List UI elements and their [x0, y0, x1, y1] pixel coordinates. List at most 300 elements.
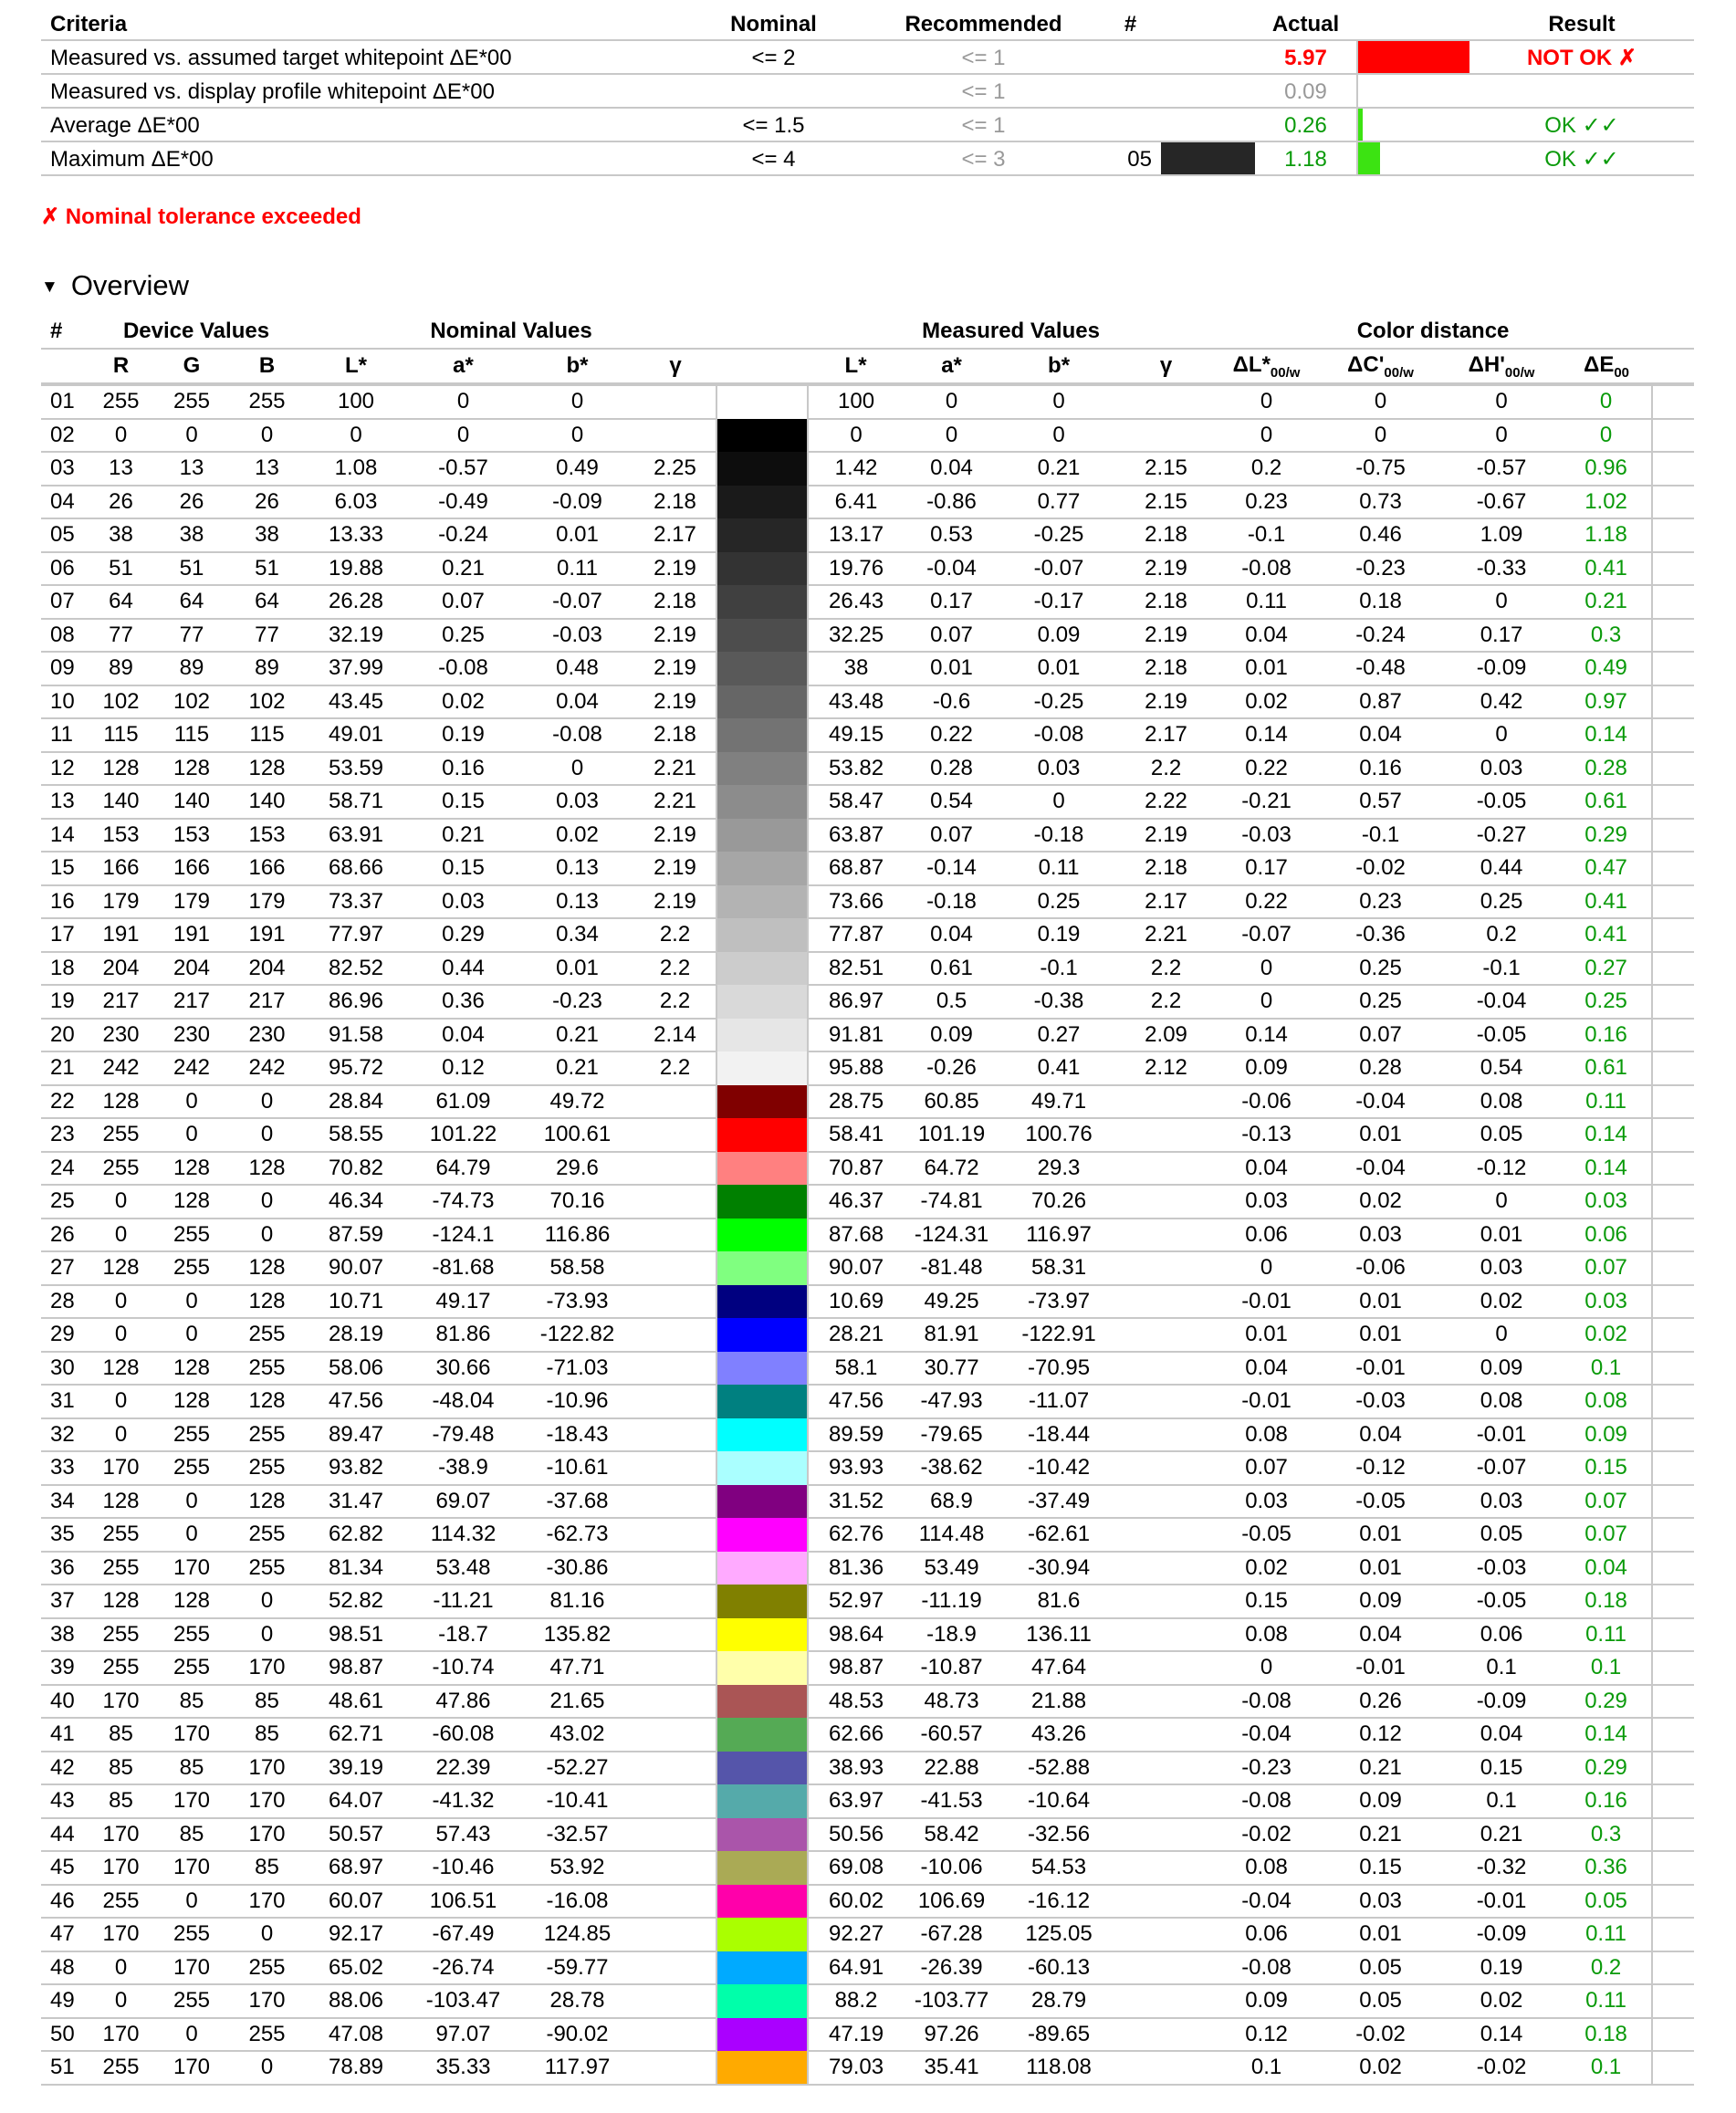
measured-a: 64.72 — [904, 1152, 999, 1186]
device-r: 255 — [87, 1518, 155, 1552]
nominal-l: 49.01 — [306, 718, 406, 752]
delta-e: 0.02 — [1561, 1318, 1652, 1352]
delta-e-bar — [1653, 1386, 1655, 1417]
measured-a: 35.41 — [904, 2051, 999, 2085]
measured-a: 0 — [904, 419, 999, 453]
device-r: 170 — [87, 1451, 155, 1485]
nominal-a: 101.22 — [406, 1118, 520, 1152]
measured-gamma: 2.2 — [1118, 752, 1214, 786]
measured-b: 125.05 — [999, 1918, 1118, 1951]
delta-l: 0.14 — [1214, 718, 1319, 752]
device-g: 0 — [155, 1318, 228, 1352]
delta-h: 0.54 — [1442, 1051, 1561, 1085]
measured-l: 58.41 — [808, 1118, 904, 1152]
measured-b: 81.6 — [999, 1585, 1118, 1618]
nominal-gamma: 2.2 — [634, 918, 716, 952]
delta-e-bar-cell — [1652, 1485, 1694, 1519]
patch-swatch — [716, 1984, 808, 2018]
delta-e-bar — [1653, 620, 1658, 652]
delta-e-bar-cell — [1652, 1851, 1694, 1885]
device-b: 191 — [228, 918, 306, 952]
delta-c: -0.01 — [1319, 1352, 1442, 1386]
delta-e-bar — [1653, 1020, 1656, 1051]
device-g: 115 — [155, 718, 228, 752]
delta-l: 0.08 — [1214, 1418, 1319, 1452]
device-r: 26 — [87, 486, 155, 519]
patch-row — [41, 2018, 1694, 2052]
device-r: 38 — [87, 518, 155, 552]
patch-row — [41, 1385, 1694, 1418]
nominal-gamma: 2.14 — [634, 1019, 716, 1052]
nominal-b: 0.49 — [520, 452, 634, 486]
delta-c: -0.03 — [1319, 1385, 1442, 1418]
measured-a: 0.04 — [904, 918, 999, 952]
delta-l: -0.21 — [1214, 785, 1319, 819]
delta-e: 1.02 — [1561, 486, 1652, 519]
nominal-gamma — [634, 419, 716, 453]
device-g: 179 — [155, 885, 228, 919]
measured-l: 73.66 — [808, 885, 904, 919]
measured-a: -0.86 — [904, 486, 999, 519]
nominal-a: 0.07 — [406, 585, 520, 619]
delta-c: 0.04 — [1319, 718, 1442, 752]
nominal-l: 78.89 — [306, 2051, 406, 2085]
nominal-b: -90.02 — [520, 2018, 634, 2052]
measured-gamma: 2.15 — [1118, 452, 1214, 486]
delta-l: 0.17 — [1214, 852, 1319, 885]
actual-col-header: Actual — [1255, 7, 1356, 41]
measured-b-header: b* — [999, 349, 1118, 384]
delta-h: 0 — [1442, 419, 1561, 453]
delta-e-bar — [1653, 1819, 1658, 1851]
delta-h: -0.09 — [1442, 1918, 1561, 1951]
nominal-gamma — [634, 1818, 716, 1852]
device-g: 204 — [155, 952, 228, 986]
patch-swatch — [716, 952, 808, 986]
device-b: 255 — [228, 384, 306, 419]
nominal-l: 48.61 — [306, 1685, 406, 1719]
device-g: 217 — [155, 985, 228, 1019]
nominal-value: <= 4 — [680, 142, 867, 176]
nominal-gamma: 2.19 — [634, 652, 716, 685]
delta-c: -0.23 — [1319, 552, 1442, 586]
nominal-gamma: 2.17 — [634, 518, 716, 552]
patch-swatch — [716, 1784, 808, 1818]
delta-e: 0.36 — [1561, 1851, 1652, 1885]
delta-e-bar — [1653, 986, 1658, 1018]
measured-gamma — [1118, 1618, 1214, 1652]
measured-gamma — [1118, 2018, 1214, 2052]
delta-l: 0.02 — [1214, 1552, 1319, 1585]
device-values-group-header: Device Values — [87, 315, 306, 349]
delta-h: 0.01 — [1442, 1219, 1561, 1252]
nominal-a: -38.9 — [406, 1451, 520, 1485]
swatch-group-spacer — [716, 315, 808, 349]
actual-value: 0.26 — [1255, 109, 1356, 142]
nominal-b: -122.82 — [520, 1318, 634, 1352]
measured-a: -10.06 — [904, 1851, 999, 1885]
delta-c: -0.24 — [1319, 619, 1442, 653]
patch-swatch — [716, 1885, 808, 1919]
delta-e-bar-cell — [1652, 1685, 1694, 1719]
nominal-l: 31.47 — [306, 1485, 406, 1519]
device-b: 0 — [228, 2051, 306, 2085]
nominal-a: 0.19 — [406, 718, 520, 752]
delta-c: 0.46 — [1319, 518, 1442, 552]
delta-c: -0.06 — [1319, 1251, 1442, 1285]
device-g: 170 — [155, 1951, 228, 1985]
measured-a: 81.91 — [904, 1318, 999, 1352]
patch-swatch — [716, 452, 808, 486]
nominal-l: 77.97 — [306, 918, 406, 952]
delta-c: -0.75 — [1319, 452, 1442, 486]
delta-h: -0.57 — [1442, 452, 1561, 486]
patch-row — [41, 1651, 1694, 1685]
nominal-b: -0.07 — [520, 585, 634, 619]
patch-swatch — [716, 1585, 808, 1618]
nominal-gamma — [634, 1784, 716, 1818]
patch-row — [41, 1152, 1694, 1186]
delta-e-bar — [1653, 453, 1671, 485]
measured-l: 19.76 — [808, 552, 904, 586]
nominal-b: 0 — [520, 419, 634, 453]
delta-h: 0.1 — [1442, 1784, 1561, 1818]
measured-b: 0 — [999, 419, 1118, 453]
nominal-a: 30.66 — [406, 1352, 520, 1386]
device-r-header: R — [87, 349, 155, 384]
measured-l: 1.42 — [808, 452, 904, 486]
measured-l: 62.76 — [808, 1518, 904, 1552]
device-g: 13 — [155, 452, 228, 486]
nominal-gamma — [634, 1352, 716, 1386]
device-r: 179 — [87, 885, 155, 919]
measured-b: 0 — [999, 384, 1118, 419]
delta-e: 0.49 — [1561, 652, 1652, 685]
delta-e-bar-cell — [1652, 918, 1694, 952]
patch-number: 24 — [41, 1152, 87, 1186]
nominal-l: 68.66 — [306, 852, 406, 885]
measured-l: 48.53 — [808, 1685, 904, 1719]
patch-swatch — [716, 2051, 808, 2085]
patch-swatch — [716, 1685, 808, 1719]
device-g: 0 — [155, 1118, 228, 1152]
measured-l: 49.15 — [808, 718, 904, 752]
nominal-value — [680, 75, 867, 109]
delta-l: -0.01 — [1214, 1385, 1319, 1418]
patch-number: 45 — [41, 1851, 87, 1885]
patch-swatch — [716, 518, 808, 552]
measured-b: -122.91 — [999, 1318, 1118, 1352]
delta-e-bar-cell — [1652, 419, 1694, 453]
patch-swatch — [716, 1118, 808, 1152]
measured-b: 0.25 — [999, 885, 1118, 919]
measured-l: 47.19 — [808, 2018, 904, 2052]
delta-l: 0.01 — [1214, 652, 1319, 685]
patch-number: 39 — [41, 1651, 87, 1685]
measured-a: 48.73 — [904, 1685, 999, 1719]
nominal-b: 0 — [520, 752, 634, 786]
measured-gamma — [1118, 1085, 1214, 1119]
delta-c: 0.05 — [1319, 1951, 1442, 1985]
nominal-b: 0 — [520, 384, 634, 419]
measured-l: 38.93 — [808, 1752, 904, 1785]
device-r: 13 — [87, 452, 155, 486]
delta-l: -0.01 — [1214, 1285, 1319, 1319]
nominal-gamma — [634, 2051, 716, 2085]
device-g: 140 — [155, 785, 228, 819]
device-r: 0 — [87, 1219, 155, 1252]
measured-a: 0 — [904, 384, 999, 419]
measured-a: 0.28 — [904, 752, 999, 786]
recommended-col-header: Recommended — [867, 7, 1100, 41]
patch-swatch — [716, 1552, 808, 1585]
patch-number: 31 — [41, 1385, 87, 1418]
patch-swatch — [716, 652, 808, 685]
delta-l: 0 — [1214, 1651, 1319, 1685]
measured-gamma — [1118, 1451, 1214, 1485]
nominal-gamma — [634, 1219, 716, 1252]
patch-row — [41, 1918, 1694, 1951]
nominal-a: 106.51 — [406, 1885, 520, 1919]
delta-l: -0.08 — [1214, 552, 1319, 586]
patch-swatch — [716, 619, 808, 653]
measured-l-header: L* — [808, 349, 904, 384]
device-r: 85 — [87, 1784, 155, 1818]
patch-number: 50 — [41, 2018, 87, 2052]
delta-e-bar-cell — [1652, 452, 1694, 486]
nominal-gamma: 2.25 — [634, 452, 716, 486]
nominal-gamma — [634, 1752, 716, 1785]
device-g: 0 — [155, 1485, 228, 1519]
patch-row — [41, 785, 1694, 819]
delta-l: -0.13 — [1214, 1118, 1319, 1152]
measured-b: -0.07 — [999, 552, 1118, 586]
criteria-label: Maximum ΔE*00 — [41, 142, 680, 176]
measured-l: 13.17 — [808, 518, 904, 552]
device-r: 255 — [87, 1618, 155, 1652]
nominal-l: 28.19 — [306, 1318, 406, 1352]
measured-b: -73.97 — [999, 1285, 1118, 1319]
delta-h: -0.05 — [1442, 1585, 1561, 1618]
delta-e-bar-cell — [1652, 1219, 1694, 1252]
nominal-b: 124.85 — [520, 1918, 634, 1951]
device-b: 0 — [228, 1185, 306, 1219]
nominal-a-header: a* — [406, 349, 520, 384]
delta-c: 0.01 — [1319, 1918, 1442, 1951]
patch-swatch — [716, 1285, 808, 1319]
delta-e-bar — [1653, 786, 1665, 818]
delta-h: 0.14 — [1442, 2018, 1561, 2052]
nominal-a: -74.73 — [406, 1185, 520, 1219]
delta-e-bar-cell — [1652, 1085, 1694, 1119]
nominal-gamma — [634, 384, 716, 419]
device-r: 0 — [87, 419, 155, 453]
device-b: 64 — [228, 585, 306, 619]
measured-a: 68.9 — [904, 1485, 999, 1519]
delta-h: -0.32 — [1442, 1851, 1561, 1885]
delta-h: 0.44 — [1442, 852, 1561, 885]
patch-row — [41, 1951, 1694, 1985]
patch-row — [41, 685, 1694, 719]
delta-e-bar-cell — [1652, 1951, 1694, 1985]
device-b: 115 — [228, 718, 306, 752]
patch-swatch — [716, 552, 808, 586]
patch-number: 17 — [41, 918, 87, 952]
measured-l: 28.75 — [808, 1085, 904, 1119]
measured-b: -0.25 — [999, 685, 1118, 719]
delta-c: 0.21 — [1319, 1818, 1442, 1852]
delta-c: 0.05 — [1319, 1984, 1442, 2018]
patch-number: 23 — [41, 1118, 87, 1152]
delta-c: 0.15 — [1319, 1851, 1442, 1885]
delta-c: 0.09 — [1319, 1585, 1442, 1618]
measured-gamma — [1118, 2051, 1214, 2085]
patch-number: 35 — [41, 1518, 87, 1552]
device-b: 128 — [228, 1152, 306, 1186]
delta-e: 0.14 — [1561, 1118, 1652, 1152]
delta-h: 0.17 — [1442, 619, 1561, 653]
measured-a: 0.5 — [904, 985, 999, 1019]
delta-e: 0.3 — [1561, 1818, 1652, 1852]
delta-c: 0.26 — [1319, 1685, 1442, 1719]
measured-b: 0 — [999, 785, 1118, 819]
measured-l: 100 — [808, 384, 904, 419]
measured-l: 62.66 — [808, 1718, 904, 1752]
measured-a: 0.17 — [904, 585, 999, 619]
measured-gamma: 2.12 — [1118, 1051, 1214, 1085]
delta-h: 0.09 — [1442, 1352, 1561, 1386]
device-b: 51 — [228, 552, 306, 586]
nominal-b: 21.65 — [520, 1685, 634, 1719]
nominal-l: 39.19 — [306, 1752, 406, 1785]
nominal-l: 73.37 — [306, 885, 406, 919]
patch-row — [41, 985, 1694, 1019]
patch-number: 25 — [41, 1185, 87, 1219]
nominal-gamma — [634, 1552, 716, 1585]
delta-e: 0.97 — [1561, 685, 1652, 719]
delta-c: -0.04 — [1319, 1152, 1442, 1186]
nominal-l: 19.88 — [306, 552, 406, 586]
nominal-l: 43.45 — [306, 685, 406, 719]
measured-l: 92.27 — [808, 1918, 904, 1951]
nominal-b: 0.11 — [520, 552, 634, 586]
delta-c: -0.02 — [1319, 2018, 1442, 2052]
measured-l: 63.87 — [808, 819, 904, 853]
measured-gamma — [1118, 1418, 1214, 1452]
patch-number: 13 — [41, 785, 87, 819]
delta-e: 0.25 — [1561, 985, 1652, 1019]
patch-row — [41, 1318, 1694, 1352]
delta-e: 0.21 — [1561, 585, 1652, 619]
nominal-a: 0.02 — [406, 685, 520, 719]
delta-e-bar — [1653, 586, 1657, 618]
delta-e-bar-cell — [1652, 384, 1694, 419]
delta-h: 0.08 — [1442, 1085, 1561, 1119]
device-r: 255 — [87, 1651, 155, 1685]
delta-c: 0.02 — [1319, 1185, 1442, 1219]
patch-ref-swatch — [1161, 41, 1255, 75]
measured-l: 64.91 — [808, 1951, 904, 1985]
patch-swatch — [716, 1818, 808, 1852]
nominal-l: 47.08 — [306, 2018, 406, 2052]
nominal-gamma: 2.19 — [634, 885, 716, 919]
device-b: 128 — [228, 1485, 306, 1519]
delta-c: 0.25 — [1319, 952, 1442, 986]
measured-b: 47.64 — [999, 1651, 1118, 1685]
delta-e: 0.29 — [1561, 1685, 1652, 1719]
measured-b: 116.97 — [999, 1219, 1118, 1252]
delta-l: -0.02 — [1214, 1818, 1319, 1852]
result-bar — [1358, 109, 1363, 141]
device-b: 170 — [228, 1885, 306, 1919]
nominal-gamma — [634, 1885, 716, 1919]
delta-l: 0.09 — [1214, 1051, 1319, 1085]
delta-c: -0.36 — [1319, 918, 1442, 952]
delta-e-bar — [1653, 1952, 1657, 1984]
nominal-gamma: 2.19 — [634, 619, 716, 653]
device-g: 128 — [155, 1152, 228, 1186]
measured-b: -0.18 — [999, 819, 1118, 853]
nominal-a: 0.12 — [406, 1051, 520, 1085]
device-r: 170 — [87, 2018, 155, 2052]
measured-a: -124.31 — [904, 1219, 999, 1252]
delta-e: 0.11 — [1561, 1984, 1652, 2018]
patch-row — [41, 1219, 1694, 1252]
collapse-triangle-icon[interactable]: ▼ — [41, 277, 58, 297]
delta-h: -0.01 — [1442, 1418, 1561, 1452]
measured-gamma: 2.18 — [1118, 652, 1214, 685]
delta-e-bar-cell — [1652, 1784, 1694, 1818]
delta-h: -0.09 — [1442, 1685, 1561, 1719]
delta-l: -0.08 — [1214, 1784, 1319, 1818]
patch-num-col-header: # — [1100, 7, 1161, 41]
delta-e: 0.41 — [1561, 918, 1652, 952]
device-b: 242 — [228, 1051, 306, 1085]
delta-l: 0.04 — [1214, 1152, 1319, 1186]
nominal-a: 0.21 — [406, 552, 520, 586]
patch-number: 06 — [41, 552, 87, 586]
patch-row — [41, 1618, 1694, 1652]
nominal-a: -81.68 — [406, 1251, 520, 1285]
nominal-b: 0.13 — [520, 852, 634, 885]
patch-row — [41, 1685, 1694, 1719]
patch-row — [41, 1784, 1694, 1818]
measured-b: -10.42 — [999, 1451, 1118, 1485]
delta-e-bar — [1653, 1219, 1654, 1251]
measured-b: -16.12 — [999, 1885, 1118, 1919]
delta-e-bar — [1653, 1419, 1655, 1451]
nominal-b: -18.43 — [520, 1418, 634, 1452]
delta-e-bar — [1653, 1186, 1654, 1218]
delta-h: 0.04 — [1442, 1718, 1561, 1752]
device-r: 170 — [87, 1685, 155, 1719]
nominal-l: 32.19 — [306, 619, 406, 653]
measured-b: 0.21 — [999, 452, 1118, 486]
nominal-b: 58.58 — [520, 1251, 634, 1285]
device-g: 128 — [155, 1352, 228, 1386]
measured-gamma — [1118, 1918, 1214, 1951]
patch-number: 43 — [41, 1784, 87, 1818]
delta-e-bar-cell — [1652, 2018, 1694, 2052]
nominal-gamma — [634, 1651, 716, 1685]
device-g: 0 — [155, 1285, 228, 1319]
delta-e-bar — [1653, 919, 1661, 951]
measured-a: -67.28 — [904, 1918, 999, 1951]
device-b: 179 — [228, 885, 306, 919]
nominal-values-group-header: Nominal Values — [306, 315, 716, 349]
nominal-gamma-header: γ — [634, 349, 716, 384]
actual-value: 5.97 — [1255, 41, 1356, 75]
